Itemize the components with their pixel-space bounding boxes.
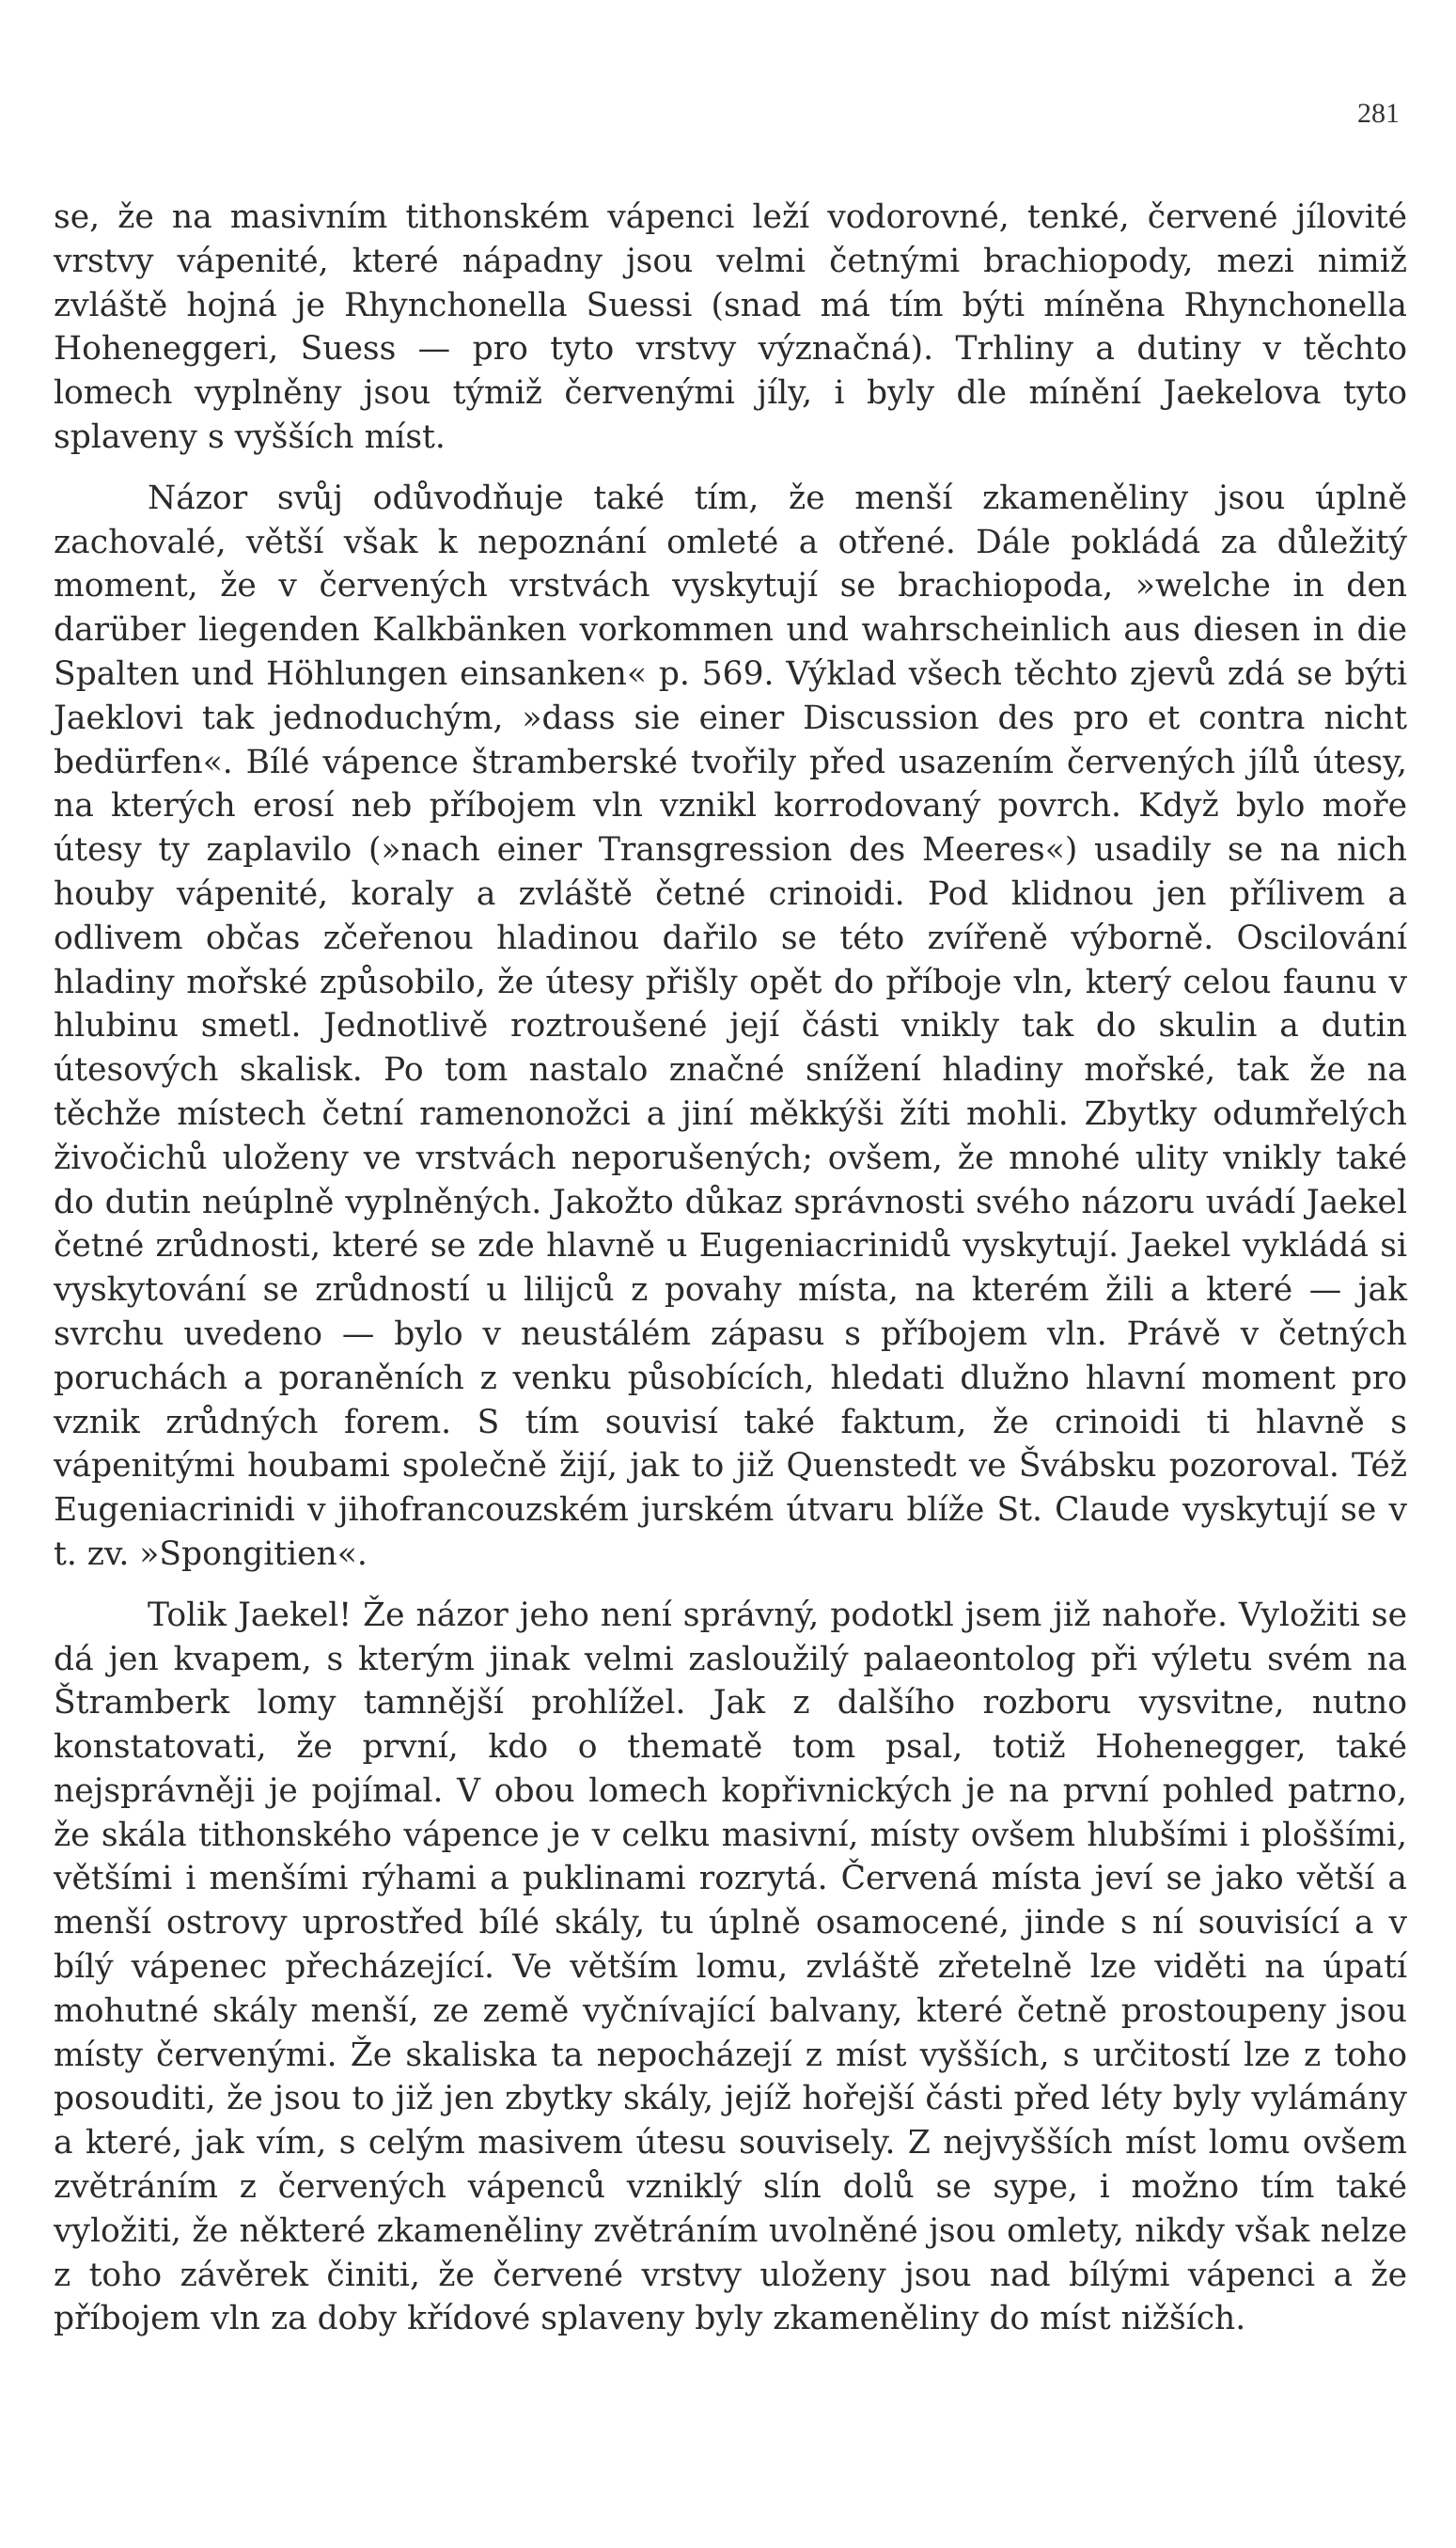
paragraph-3: Tolik Jaekel! Že názor jeho není správný, podotkl jsem již nahoře. Vyložiti se dá jen kvapem, s kterým jinak velmi zasloužilý palaeontolog při výletu svém na Štramberk lomy tamnější prohlížel. Jak z dalšího rozboru vysvitne, nutno konstatovati, že první, kdo o thematě tom psal, totiž Hohenegger, také nejsprávněji je pojímal. V obou lomech kopřivnických je na první pohled patrno, že skála tithonského vápence je v celku masivní, místy ovšem hlubšími i ploššími, většími i menšími rýhami a puklinami rozrytá. Červená místa jeví se jako větší a menší ostrovy uprostřed bílé skály, tu úplně osamocené, jinde s ní souvisící a v bílý vápenec přecházející. Ve větším lomu, zvláště zřetelně lze viděti na úpatí mohutné skály menší, ze země vyčnívající balvany, které četně prostoupeny jsou místy červenými. Že skaliska ta nepocházejí z míst vyšších, s určitostí lze z toho posouditi, že jsou to již jen zbytky skály, jejíž hořejší části před léty byly vylámány a které, jak vím, s celým masivem útesu souvisely. Z nejvyšších míst lomu ovšem zvětráním z červených vápenců vzniklý slín dolů se sype, i možno tím také vyložiti, že některé zkameněliny zvětráním uvolněné jsou omlety, nikdy však nelze z toho závěrek činiti, že červené vrstvy uloženy jsou nad bílými vápenci a že příbojem vln za doby křídové splaveny byly zkameněliny do míst nižších. xyxy=(54,1596,1407,2338)
paragraph-2: Názor svůj odůvodňuje také tím, že menší zkameněliny jsou úplně zachovalé, větší však k nepoznání omleté a otřené. Dále pokládá za důležitý moment, že v červených vrstvách vyskytují se brachiopoda, »welche in den darüber liegenden Kalkbänken vorkommen und wahrscheinlich aus diesen in die Spalten und Höhlungen einsanken« p. 569. Výklad všech těchto zjevů zdá se býti Jaeklovi tak jednoduchým, »dass sie einer Discussion des pro et contra nicht bedürfen«. Bílé vápence štramberské tvořily před usazením červených jílů útesy, na kterých erosí neb příbojem vln vznikl korrodovaný povrch. Když bylo moře útesy ty zaplavilo (»nach einer Transgression des Meeres«) usadily se na nich houby vápenité, koraly a zvláště četné crinoidi. Pod klidnou jen přílivem a odlivem občas zčeřenou hladinou dařilo se této zvířeně výborně. Oscilování hladiny mořské způsobilo, že útesy přišly opět do příboje vln, který celou faunu v hlubinu smetl. Jednotlivě roztroušené její části vnikly tak do skulin a dutin útesových skalisk. Po tom nastalo značné snížení hladiny mořské, tak že na těchže místech četní ramenonožci a jiní měkkýši žíti mohli. Zbytky odumřelých živočichů uloženy ve vrstvách neporušených; ovšem, že mnohé ulity vnikly také do dutin neúplně vyplněných. Jakožto důkaz správnosti svého názoru uvádí Jaekel četné zrůdnosti, které se zde hlavně u Eugeniacrinidů vyskytují. Jaekel vykládá si vyskytování se zrůdností u lilijců z povahy místa, na kterém žili a které — jak svrchu uvedeno — bylo v neustálém zápasu s příbojem vln. Právě v četných poruchách a poraněních z venku působících, hledati dlužno hlavní moment pro vznik zrůdných forem. S tím souvisí také faktum, že crinoidi ti hlavně s vápenitými houbami společně žijí, jak to již Quenstedt ve Švábsku pozoroval. Též Eugeniacrinidi v jihofrancouzském jurském útvaru blíže St. Claude vyskytují se v t. zv. »Spongitien«. xyxy=(54,479,1407,1573)
body-text xyxy=(54,196,1407,2341)
page-number: 281 xyxy=(1357,98,1400,129)
paragraph-1: se, že na masivním tithonském vápenci leží vodorovné, tenké, červené jílovité vrstvy vápenité, které nápadny jsou velmi četnými brachiopody, mezi nimiž zvláště hojná je Rhynchonella Suessi (snad má tím býti míněna Rhynchonella Hoheneggeri, Suess — pro tyto vrstvy význačná). Trhliny a dutiny v těchto lomech vyplněny jsou týmiž červenými jíly, i byly dle mínění Jaekelova tyto splaveny s vyšších míst. xyxy=(54,198,1407,456)
